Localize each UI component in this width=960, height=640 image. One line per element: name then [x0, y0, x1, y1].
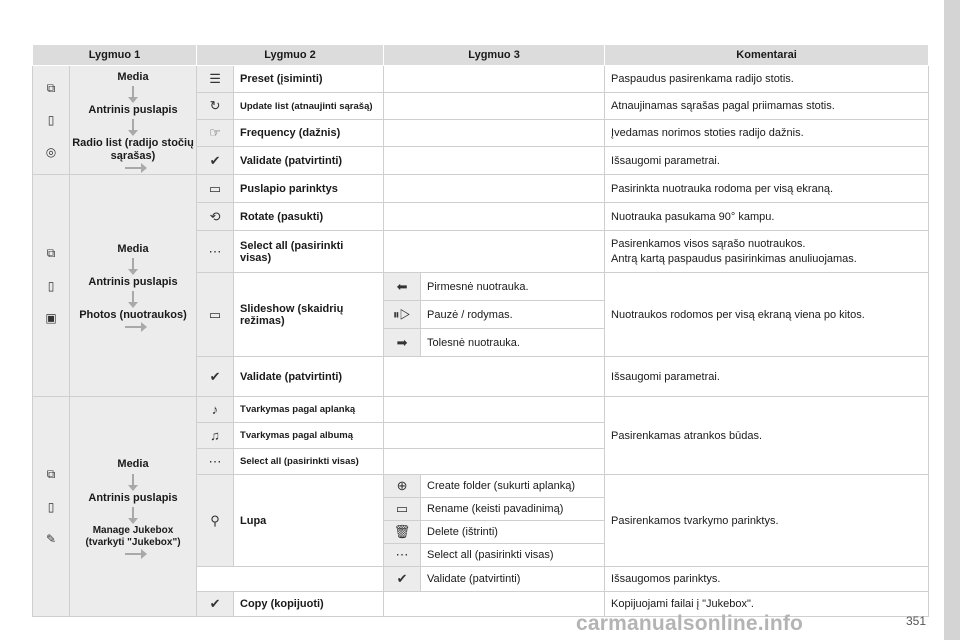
l2-search: Lupa: [234, 475, 384, 567]
comment: Pasirenkamos tvarkymo parinktys.: [605, 475, 929, 567]
l3-previous: Pirmesnė nuotrauka.: [421, 273, 605, 301]
l3-pause: Pauzė / rodymas.: [421, 301, 605, 329]
comment: Pasirinkta nuotrauka rodoma per visą ekraną.: [605, 175, 929, 203]
select-all-icon: ⋯: [197, 449, 234, 475]
comment: Įvedamas norimos stoties radijo dažnis.: [605, 120, 929, 147]
l3-next: Tolesnė nuotrauka.: [421, 329, 605, 357]
previous-icon: ⬅: [384, 273, 421, 301]
chain-target: Radio list (radijo stočių sąrašas): [72, 137, 194, 163]
jukebox-icon: ✎: [45, 531, 57, 546]
l2-sort-folder: Tvarkymas pagal aplanką: [234, 397, 384, 423]
l3-delete: Delete (ištrinti): [421, 521, 605, 544]
level1-icons: [33, 397, 70, 617]
down-arrow-icon: [132, 119, 134, 131]
down-arrow-icon: [132, 507, 134, 519]
chain-subpage: Antrinis puslapis: [88, 103, 178, 116]
l3-select-all: Select all (pasirinkti visas): [421, 544, 605, 567]
menu-table: [32, 44, 929, 617]
l2-slideshow: Slideshow (skaidrių režimas): [234, 273, 384, 357]
comment: Kopijuojami failai į "Jukebox".: [605, 592, 929, 617]
comment: Išsaugomi parametrai.: [605, 357, 929, 397]
chain-media: Media: [117, 242, 149, 255]
l3-create-folder: Create folder (sukurti aplanką): [421, 475, 605, 498]
media-icon: ⧉: [46, 80, 56, 95]
chain-media: Media: [117, 70, 149, 83]
comment: Atnaujinamas sąrašas pagal priimamas stotis.: [605, 93, 929, 120]
down-arrow-icon: [132, 258, 134, 270]
header-level2: Lygmuo 2: [197, 45, 384, 66]
l2-select-all: Select all (pasirinkti visas): [234, 449, 384, 475]
l2-validate: Validate (patvirtinti): [234, 147, 384, 175]
side-tab: [944, 0, 960, 640]
folder-sort-icon: ♪: [197, 397, 234, 423]
header-level1: Lygmuo 1: [33, 45, 197, 66]
l2-update-list: Update list (atnaujinti sąrašą): [234, 93, 384, 120]
chain-subpage: Antrinis puslapis: [88, 491, 178, 504]
comment: Išsaugomos parinktys.: [605, 567, 929, 592]
comment: Paspaudus pasirenkama radijo stotis.: [605, 66, 929, 93]
chain-subpage: Antrinis puslapis: [88, 275, 178, 288]
rotate-icon: ⟲: [197, 203, 234, 231]
header-comments: Komentarai: [605, 45, 929, 66]
album-sort-icon: ♫: [197, 423, 234, 449]
page-icon: ▯: [47, 278, 55, 293]
l2-select-all: Select all (pasirinkti visas): [234, 231, 384, 273]
media-icon: ⧉: [46, 246, 56, 260]
comment-line1: Pasirenkamos visos sąrašo nuotraukos.: [611, 238, 806, 250]
pause-play-icon: ⏸▷: [384, 301, 421, 329]
level1-chain: [70, 397, 197, 617]
comment: Nuotrauka pasukama 90° kampu.: [605, 203, 929, 231]
search-icon: ⚲: [197, 475, 234, 567]
level1-chain: [70, 175, 197, 397]
table-header: [33, 45, 929, 66]
l3-validate: Validate (patvirtinti): [421, 567, 605, 592]
select-all-icon: ⋯: [384, 544, 421, 567]
l2-frequency: Frequency (dažnis): [234, 120, 384, 147]
l2-sort-album: Tvarkymas pagal albumą: [234, 423, 384, 449]
comment-line2: Antrą kartą paspaudus pasirinkimas anuliuojamas.: [611, 253, 857, 265]
create-folder-icon: ⊕: [384, 475, 421, 498]
check-icon: ✔: [384, 567, 421, 592]
check-icon: ✔: [197, 147, 234, 175]
media-icon: ⧉: [46, 467, 56, 481]
check-icon: ✔: [197, 357, 234, 397]
right-arrow-icon: [125, 326, 141, 328]
chain-target: Photos (nuotraukos): [79, 309, 187, 322]
comment: Išsaugomi parametrai.: [605, 147, 929, 175]
chain-media: Media: [117, 458, 149, 471]
l2-validate: Validate (patvirtinti): [234, 357, 384, 397]
photos-icon: ▣: [45, 310, 57, 325]
down-arrow-icon: [132, 474, 134, 486]
l3-rename: Rename (keisti pavadinimą): [421, 498, 605, 521]
table-row: [33, 66, 929, 93]
l2-preset: Preset (įsiminti): [234, 66, 384, 93]
page-icon: ▯: [47, 113, 55, 127]
watermark: carmanualsonline.info: [576, 612, 804, 635]
refresh-icon: ↻: [197, 93, 234, 120]
delete-icon: 🗑: [384, 521, 421, 544]
display-icon: ▭: [197, 175, 234, 203]
chain-target: Manage Jukebox (tvarkyti "Jukebox"): [85, 524, 181, 548]
slideshow-icon: ▭: [197, 273, 234, 357]
preset-icon: ☰: [197, 66, 234, 93]
l2-rotate: Rotate (pasukti): [234, 203, 384, 231]
page-icon: ▯: [47, 499, 55, 514]
select-all-icon: ⋯: [197, 231, 234, 273]
comment: Nuotraukos rodomos per visą ekraną viena po kitos.: [605, 273, 929, 357]
right-arrow-icon: [125, 167, 141, 169]
next-icon: ➡: [384, 329, 421, 357]
level1-icons: [33, 66, 70, 175]
page-number: 351: [906, 614, 927, 628]
comment: Pasirenkamas atrankos būdas.: [605, 397, 929, 475]
level1-chain: [70, 66, 197, 175]
rename-icon: ▭: [384, 498, 421, 521]
table-row: [33, 175, 929, 203]
down-arrow-icon: [132, 86, 134, 98]
frequency-icon: ☞: [197, 120, 234, 147]
level1-icons: [33, 175, 70, 397]
down-arrow-icon: [132, 291, 134, 303]
radio-icon: ◎: [45, 145, 57, 159]
header-level3: Lygmuo 3: [384, 45, 605, 66]
table-row: [33, 397, 929, 423]
l2-copy: Copy (kopijuoti): [234, 592, 384, 617]
l2-page-options: Puslapio parinktys: [234, 175, 384, 203]
right-arrow-icon: [125, 553, 141, 555]
comment: [605, 231, 929, 273]
check-icon: ✔: [197, 592, 234, 617]
